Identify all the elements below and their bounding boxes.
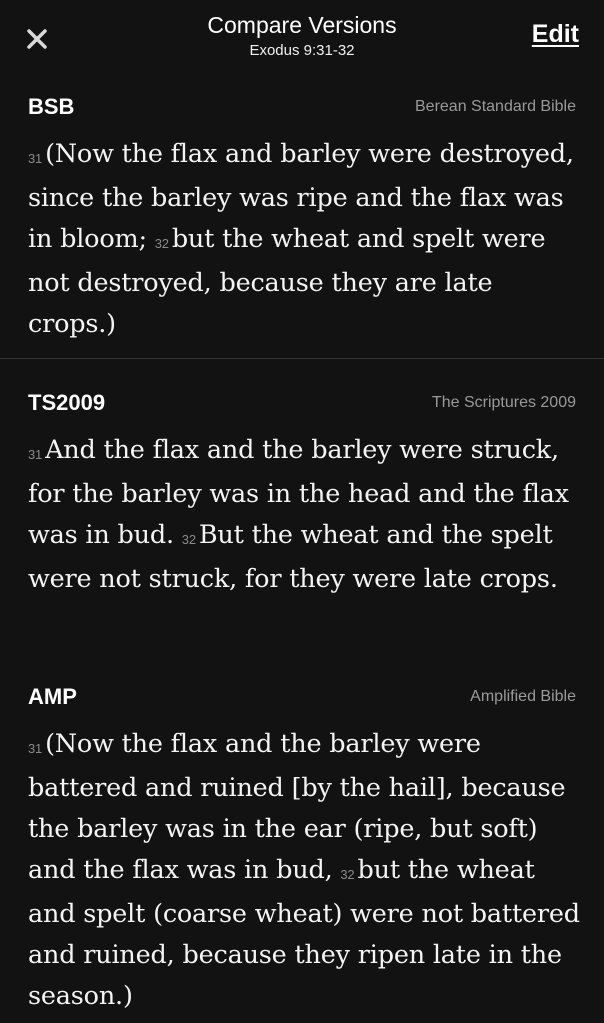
version-header xyxy=(28,682,576,712)
verse-content: but the wheat and spelt (coarse wheat) were not battered and ruined, because they ripen late in the season.) xyxy=(28,855,580,1011)
verse-number: 31 xyxy=(28,151,43,166)
version-full-name: The Scriptures 2009 xyxy=(431,394,576,411)
verse-content: (Now the flax and the barley were battered and ruined [by the hail], because the barley was in the ear (ripe, but soft) and the flax was in bud, xyxy=(28,729,566,885)
header xyxy=(0,0,604,80)
title-block xyxy=(0,10,604,61)
verse-number: 31 xyxy=(28,741,43,756)
verse-number: 31 xyxy=(28,447,43,462)
edit-button[interactable]: Edit xyxy=(531,20,579,48)
close-icon xyxy=(20,22,54,56)
verse-content: But the wheat and the spelt were not struck, for they were late crops. xyxy=(28,520,558,594)
version-abbreviation: AMP xyxy=(28,684,77,709)
verse-number: 32 xyxy=(154,236,169,251)
verse-content: (Now the flax and barley were destroyed, since the barley was ripe and the flax was in bloom; xyxy=(28,139,574,254)
verse-text xyxy=(28,134,580,345)
verse-number: 32 xyxy=(181,532,196,547)
version-full-name: Berean Standard Bible xyxy=(415,98,576,115)
verse-content: And the flax and the barley were struck, for the barley was in the head and the flax was in bud. xyxy=(28,435,569,550)
version-abbreviation: TS2009 xyxy=(28,390,106,415)
passage-reference: Exodus 9:31-32 xyxy=(249,42,355,59)
version-header xyxy=(28,388,576,418)
version-card-bsb[interactable] xyxy=(0,92,604,342)
page-title: Compare Versions xyxy=(207,12,397,38)
verse-content: but the wheat and spelt were not destroyed, because they are late crops.) xyxy=(28,224,546,339)
close-button[interactable] xyxy=(20,22,54,56)
section-divider xyxy=(0,358,604,359)
version-card-ts2009[interactable] xyxy=(0,388,604,638)
verse-text xyxy=(28,430,580,600)
version-abbreviation: BSB xyxy=(28,94,75,119)
version-card-amp[interactable] xyxy=(0,682,604,1012)
version-full-name: Amplified Bible xyxy=(470,688,576,705)
version-header xyxy=(28,92,576,122)
verse-text xyxy=(28,724,580,1017)
verse-number: 32 xyxy=(340,867,355,882)
